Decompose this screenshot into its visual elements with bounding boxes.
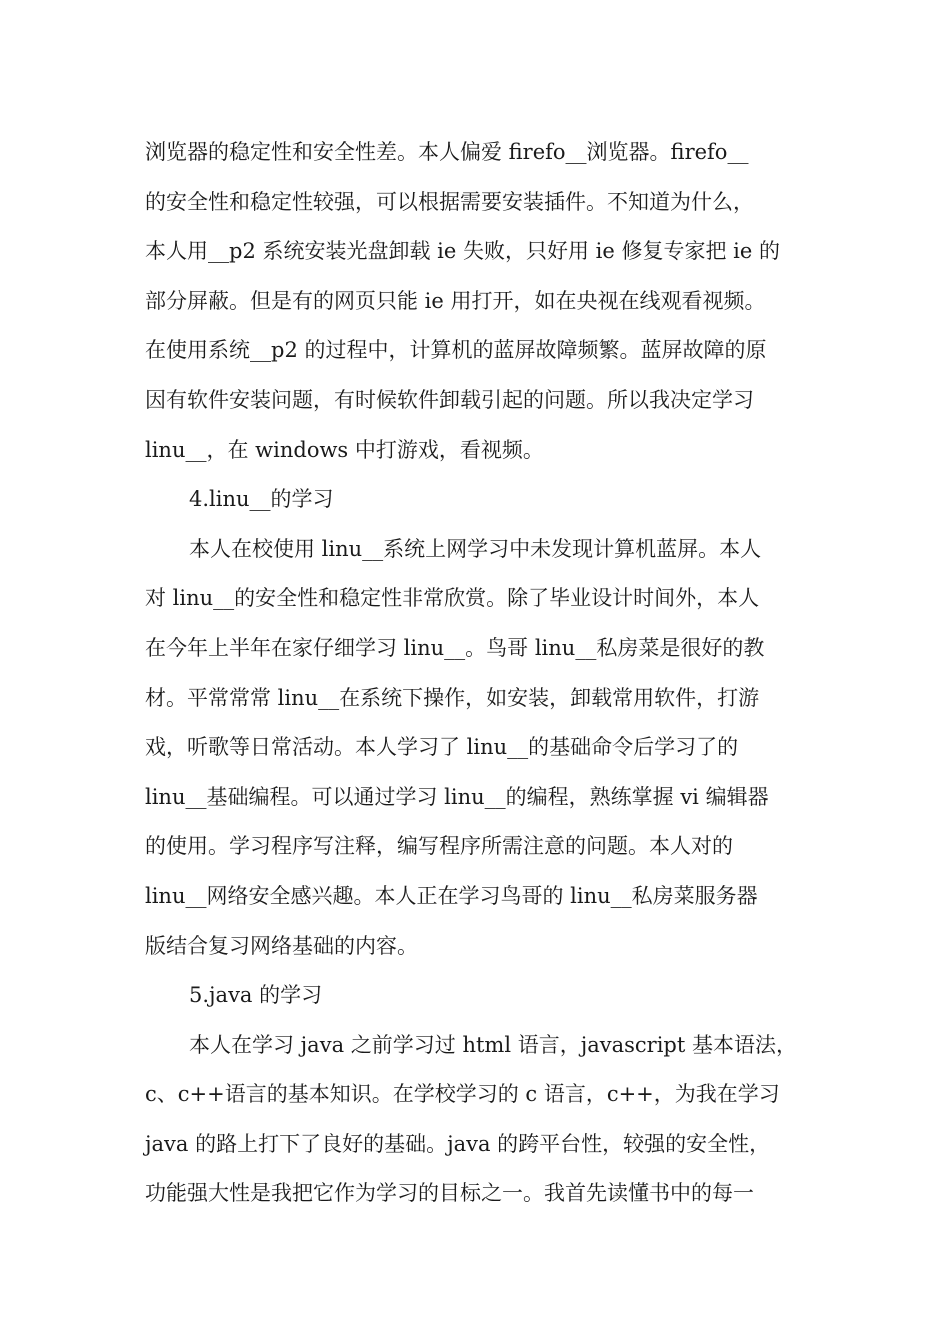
text-line: 在使用系统__p2 的过程中，计算机的蓝屏故障频繁。蓝屏故障的原 bbox=[145, 338, 767, 363]
text-line: 浏览器的稳定性和安全性差。本人偏爱 firefo__浏览器。firefo__ bbox=[145, 140, 749, 164]
text-line: 在今年上半年在家仔细学习 linu__。鸟哥 linu__私房菜是很好的教 bbox=[145, 635, 765, 660]
text-line: 因有软件安装问题，有时候软件卸载引起的问题。所以我决定学习 bbox=[145, 387, 754, 412]
text-line: linu__网络安全感兴趣。本人正在学习鸟哥的 linu__私房菜服务器 bbox=[145, 883, 758, 908]
section-heading-linux: 4.linu__的学习 bbox=[189, 487, 334, 512]
text-line: 版结合复习网络基础的内容。 bbox=[145, 933, 418, 958]
text-line: linu__，在 windows 中打游戏，看视频。 bbox=[145, 437, 544, 462]
text-line: 本人在校使用 linu__系统上网学习中未发现计算机蓝屏。本人 bbox=[189, 536, 762, 561]
text-line: c、c++语言的基本知识。在学校学习的 c 语言，c++，为我在学习 bbox=[145, 1082, 780, 1107]
text-line: 本人在学习 java 之前学习过 html 语言，javascript 基本语法， bbox=[189, 1032, 797, 1057]
text-line: 部分屏蔽。但是有的网页只能 ie 用打开，如在央视在线观看视频。 bbox=[145, 288, 766, 313]
section-heading-java: 5.java 的学习 bbox=[189, 983, 323, 1008]
text-line: 材。平常常常 linu__在系统下操作，如安装，卸载常用软件，打游 bbox=[145, 685, 760, 710]
text-line: 对 linu__的安全性和稳定性非常欣赏。除了毕业设计时间外，本人 bbox=[145, 586, 760, 611]
text-line: 的安全性和稳定性较强，可以根据需要安装插件。不知道为什么， bbox=[145, 189, 754, 214]
text-line: java 的路上打下了良好的基础。java 的跨平台性，较强的安全性， bbox=[145, 1131, 771, 1156]
text-line: 戏，听歌等日常活动。本人学习了 linu__的基础命令后学习了的 bbox=[145, 735, 739, 760]
text-line: 的使用。学习程序写注释，编写程序所需注意的问题。本人对的 bbox=[145, 834, 733, 859]
text-line: 功能强大性是我把它作为学习的目标之一。我首先读懂书中的每一 bbox=[145, 1181, 754, 1206]
text-line: 本人用__p2 系统安装光盘卸载 ie 失败，只好用 ie 修复专家把 ie 的 bbox=[145, 239, 780, 264]
text-line: linu__基础编程。可以通过学习 linu__的编程，熟练掌握 vi 编辑器 bbox=[145, 784, 769, 809]
document-body bbox=[145, 128, 810, 1219]
